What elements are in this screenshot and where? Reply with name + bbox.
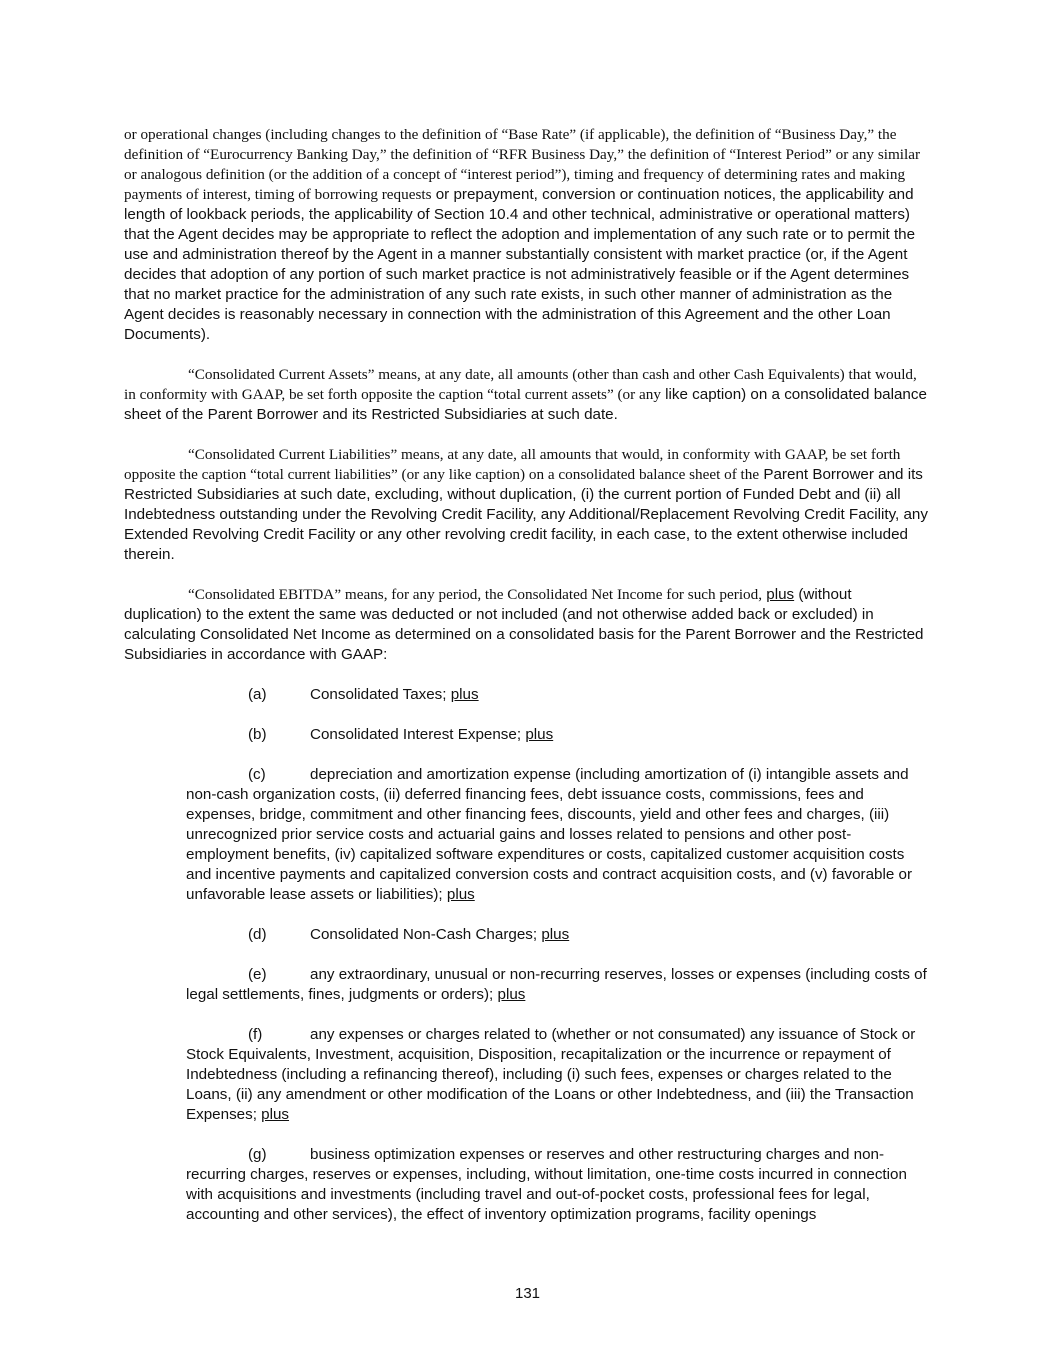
intro-sans-text: or prepayment, conversion or continuation notices, the applicability and length of lookback periods, the applicability of Section 10.4 and other technical, administrative or operational matters) that the Agent decides may be appropriate to reflect the adoption and implementation of any such rate or to permit the use and administration thereof by the Agent in a manner substantially consistent with market practice (or, if the Agent decides that adoption of any portion of such market practice is not administratively feasible or if the Agent determines that no market practice for the administration of any such rate exists, in such other manner of administration as the Agent decides is reasonably necessary in connection with the administration of this Agreement and the other Loan Documents). xyxy=(124,186,916,343)
item-g-label: (g) xyxy=(248,1146,267,1163)
ebitda-plus: plus xyxy=(766,586,795,603)
item-d xyxy=(186,925,932,945)
item-d-plus: plus xyxy=(541,926,570,943)
item-e xyxy=(186,965,932,1005)
intro-paragraph xyxy=(124,125,932,345)
document-page xyxy=(124,125,932,1245)
item-f-text: any expenses or charges related to (whether or not consumated) any issuance of Stock or Stock Equivalents, Investment, acquisition, Disposition, recapitalization or the incurrence or repayment of Indebtedness (including a refinancing thereof), including (i) such fees, expenses or charges related to the Loans, (ii) any amendment or other modification of the Loans or other Indebtedness, and (iii) the Transaction Expenses; xyxy=(186,1026,916,1123)
item-c-text: depreciation and amortization expense (including amortization of (i) intangible assets and non-cash organization costs, (ii) deferred financing fees, debt issuance costs, commissions, fees and expenses, bridge, commitment and other financing fees, discounts, yield and other fees and charges, (iii) unrecognized prior service costs and actuarial gains and losses related to pensions and other post-employment benefits, (iv) capitalized software expenditures or costs, capitalized customer acquisition costs and incentive payments and capitalized conversion costs and contract acquisition costs, and (v) favorable or unfavorable lease assets or liabilities); xyxy=(186,766,913,903)
ebitda-serif-text: “Consolidated EBITDA” means, for any period, the Consolidated Net Income for such period, xyxy=(188,586,763,603)
page-number: 131 xyxy=(514,1285,541,1302)
item-a-plus: plus xyxy=(450,686,479,703)
ccl-sans-text: Parent Borrower and its Restricted Subsidiaries at such date, excluding, without duplication, (i) the current portion of Funded Debt and (ii) all Indebtedness outstanding under the Revolving Credit Facility, any Additional/Replacement Revolving Credit Facility, any Extended Revolving Credit Facility or any other revolving credit facility, in each case, to the extent otherwise included therein. xyxy=(124,466,928,563)
cca-sans-text: like caption) on a consolidated balance sheet of the Parent Borrower and its Restricted Subsidiaries at such date. xyxy=(124,386,927,423)
item-d-label: (d) xyxy=(248,926,267,943)
item-b-label: (b) xyxy=(248,726,267,743)
item-a-text: Consolidated Taxes; xyxy=(310,686,447,703)
cca-serif-text: “Consolidated Current Assets” means, at any date, all amounts (other than cash and other Cash Equivalents) that would, in conformity with GAAP, be set forth opposite the caption “total current assets” (or any xyxy=(124,366,917,403)
item-b xyxy=(186,725,932,745)
item-b-plus: plus xyxy=(525,726,554,743)
ccl-serif-text: “Consolidated Current Liabilities” means, at any date, all amounts that would, in conformity with GAAP, be set forth opposite the caption “total current liabilities” (or any like caption) on a consolidated balance sheet of the xyxy=(124,446,901,483)
item-d-text: Consolidated Non-Cash Charges; xyxy=(310,926,538,943)
item-f-label: (f) xyxy=(248,1026,263,1043)
item-f xyxy=(186,1025,932,1125)
item-g xyxy=(186,1145,932,1225)
ebitda-sans-text: (without duplication) to the extent the same was deducted or not included (and not otherwise added back or excluded) in calculating Consolidated Net Income as determined on a consolidated basis for the Parent Borrower and the Restricted Subsidiaries in accordance with GAAP: xyxy=(124,586,924,663)
item-g-text: business optimization expenses or reserves and other restructuring charges and non-recurring charges, reserves or expenses, including, without limitation, one-time costs incurred in connection with acquisitions and investments (including travel and out-of-pocket costs, professional fees for legal, accounting and other services), the effect of inventory optimization programs, facility openings xyxy=(186,1146,907,1223)
item-c-label: (c) xyxy=(248,766,266,783)
intro-serif-text: or operational changes (including changes to the definition of “Base Rate” (if applicable), the definition of “Business Day,” the definition of “Eurocurrency Banking Day,” the definition of “RFR Business Day,” the definition of “Interest Period” or any similar or analogous definition (or the addition of a concept of “interest period”), timing and frequency of determining rates and making payments of interest, timing of borrowing requests xyxy=(124,126,921,203)
item-e-plus: plus xyxy=(497,986,526,1003)
item-b-text: Consolidated Interest Expense; xyxy=(310,726,522,743)
item-a-label: (a) xyxy=(248,686,267,703)
item-c-plus: plus xyxy=(446,886,475,903)
item-e-label: (e) xyxy=(248,966,267,983)
consolidated-current-assets-paragraph xyxy=(124,365,932,425)
item-f-plus: plus xyxy=(261,1106,290,1123)
consolidated-ebitda-paragraph xyxy=(124,585,932,665)
item-e-text: any extraordinary, unusual or non-recurring reserves, losses or expenses (including costs of legal settlements, fines, judgments or orders); xyxy=(186,966,927,1003)
item-a xyxy=(186,685,932,705)
item-c xyxy=(186,765,932,905)
consolidated-current-liabilities-paragraph xyxy=(124,445,932,565)
